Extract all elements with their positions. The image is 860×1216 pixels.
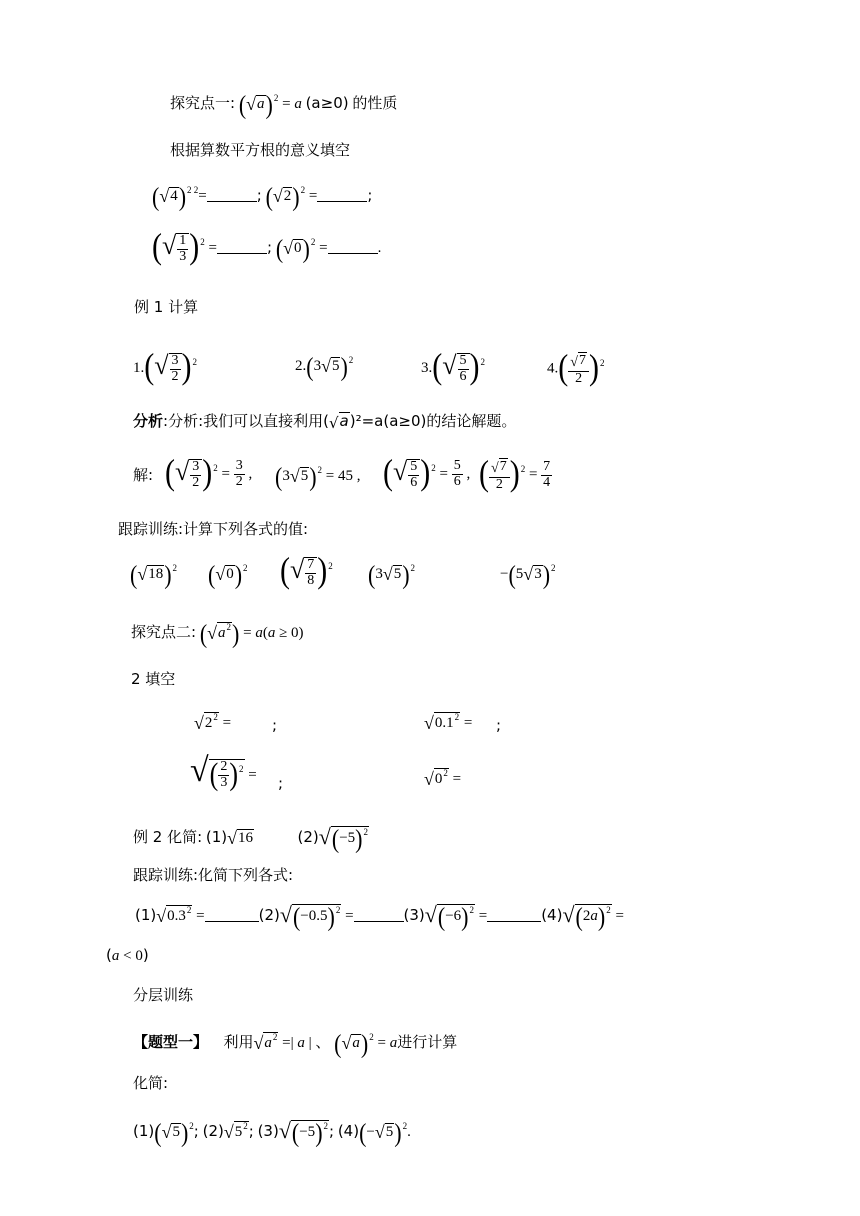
text: :分析:我们可以直接利用( [163,412,329,430]
analysis-label: 分析 [133,412,164,430]
section-title-point-2: 探究点二: $(√a^2) = a(a \ge 0)$ [131,618,304,649]
value: 2 [283,188,292,204]
item-number: 4. [547,360,559,377]
example-2-title: 例 2 化简: [133,828,203,846]
simplify-items: $(1)(√5)^2$; $(2)√5^2$; $(3)√(-5)^2$; $(4)(-√5)^2$. [133,1117,411,1148]
analysis-text: 分析:分析:我们可以直接利用(√a)²=a(a≥0)的结论解题。 [133,412,517,432]
fill-line-1: $(√4)^{2 2}=$ ; $(√2)^2$ = ; [152,181,373,212]
example-1-title: 例 1 计算 [134,298,199,316]
item-number: (4) [541,906,563,924]
item-number: (3) [403,906,425,924]
text: )²=a(a≥0)的结论解题。 [349,412,517,430]
item-number: (1) [135,906,157,924]
fill-items-2: $√2^2$ = ; $√0.1^2$ = ; √( $\frac{2}{3}$ )$^2$ = ; $√0^2$ = [190,712,502,792]
item-number: (1) [205,828,228,846]
label: 探究点一: [170,94,236,112]
type-label: 【题型一】 [133,1033,209,1051]
value: 0 [294,240,302,256]
denominator: 3 [179,248,187,264]
text: 进行计算 [397,1033,458,1051]
layered-training-title: 分层训练 [133,986,194,1004]
simplify-label: 化简: [133,1074,169,1092]
example-1-items: 1.(√ $\frac{3}{2}$ )$^2$ $2.(3√5)^2$ 3.(√ $\frac{5}{6}$ )$^2$ 4.( $\frac{√7}{2}$ )$^2$ [133,346,605,387]
label: 探究点二: [131,623,197,641]
type-1-line: 【题型一】 利用$√a^2$ =| a | 、 $(√a)^2 = a$进行计算 [133,1028,458,1059]
text: 利用 [223,1033,254,1051]
tracking-items-2: $(1)√0.3^2 = (2)√(-0.5)^2 = (3)√(-6)^2 = (4)√(2a)^2$ = [135,901,624,932]
numerator: 1 [179,232,187,248]
value: 4 [170,188,178,204]
item-number: (4) [337,1122,360,1140]
instruction-text: 根据算数平方根的意义填空 [170,141,351,159]
item-number: (2) [297,828,319,846]
solution-line: 解: (√ $\frac{3}{2}$ )$^2$ = $\frac{3}{2}$ , $(3√5)^2 = 45$ , (√ $\frac{5}{6}$ )$^2$ = $\frac{5}{6}$ , ( $\frac{√7}{2}$ )$^2$ = $\frac{7}{4}$ [133,452,551,493]
example-2-line: 例 2 化简: (1)√16 $(2)√(-5)^2$ [133,823,368,854]
section-title-point-1: 探究点一: $(√a)^2 = a$ (a≥0) 的性质 [170,89,398,120]
tracking-training-2: 跟踪训练:化简下列各式: [133,866,294,884]
result: 45 [338,468,354,484]
tracking-items-1: $(√18)^2$ $(√0)^2$ (√ $\frac{7}{8}$ )$^2$ $(3√5)^2$ $-(5√3)^2$ [130,550,556,591]
text: 的性质 [352,94,398,112]
item-number: 2. [295,358,307,374]
item-number: (2) [202,1122,224,1140]
condition: (a≥0) [305,94,349,112]
fill-title-2: 2 填空 [131,670,176,688]
tracking-training-1: 跟踪训练:计算下列各式的值: [118,520,309,538]
separator: 、 [315,1033,331,1051]
item-number: 1. [133,360,145,376]
item-number: (3) [257,1122,279,1140]
item-number: (1) [133,1122,155,1140]
item-number: 3. [421,360,433,376]
fill-line-2: (√ $\frac{1}{3}$ )$^2$ = ; $(√0)^2$ = . [152,226,382,267]
solution-label: 解: [133,466,154,484]
condition-line: (a < 0) [106,946,149,964]
item-number: (2) [258,906,280,924]
